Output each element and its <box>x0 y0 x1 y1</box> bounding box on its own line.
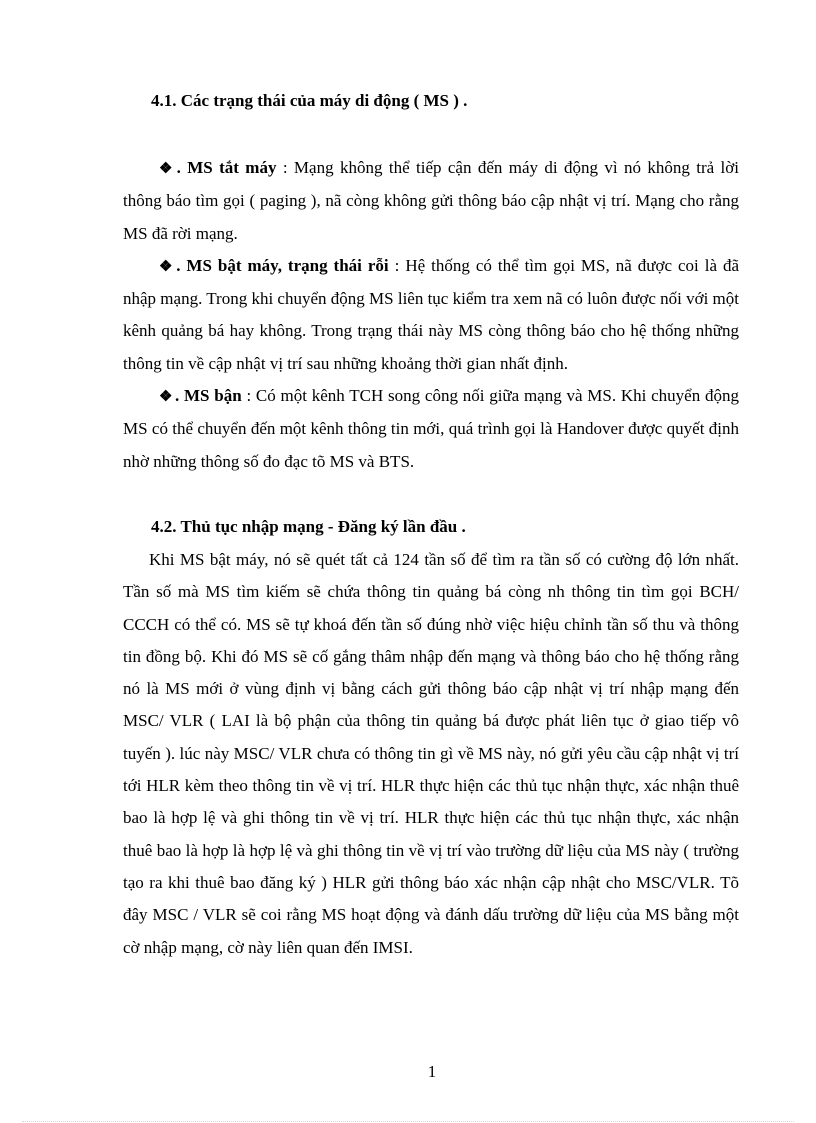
spacer <box>123 112 739 152</box>
bullet-text: : Có một kênh TCH song công nối giữa mạng và MS. Khi chuyển động MS có thể chuyển đến một kênh thông tin mới, quá trình gọi là Handover được quyết định nhờ những thông số đo đạc tõ MS và BTS. <box>123 386 739 471</box>
bullet-title: . MS tắt máy <box>176 158 277 177</box>
bullet-title: . MS bật máy, trạng thái rỗi <box>176 255 389 275</box>
diamond-bullet-icon: ❖ <box>159 389 173 406</box>
bullet-text: : Mạng không thể tiếp cận đến máy di động vì nó không trả lời thông báo tìm gọi ( paging ), nã còng không gửi thông báo cập nhật vị trí. Mạng cho rằng MS đã rời mạng. <box>123 158 739 243</box>
section-heading-4-1: 4.1. Các trạng thái của máy di động ( MS ) . <box>151 91 468 110</box>
page-number: 1 <box>427 1062 437 1081</box>
diamond-bullet-icon: ❖ <box>159 258 175 275</box>
section-paragraph: Khi MS bật máy, nó sẽ quét tất cả 124 tần số để tìm ra tần số có cường độ lớn nhất. Tần số mà MS tìm kiếm sẽ chứa thông tin quảng bá còng nh thông tin tìm gọi BCH/ CCCH có thể có. MS sẽ tự khoá đến tần số đúng nhờ việc hiệu chỉnh tần số thu và thông tin đồng bộ. Khi đó MS sẽ cố gắng thâm nhập đến mạng và thông báo cho hệ thống rằng nó là MS mới ở vùng định vị bằng cách gửi thông báo cập nhật vị trí nhập mạng đến MSC/ VLR ( LAI là bộ phận của thông tin quảng bá được phát liên tục ở giao tiếp vô tuyến ). lúc này MSC/ VLR chưa có thông tin gì về MS này, nó gửi yêu cầu cập nhật vị trí tới HLR kèm theo thông tin về vị trí. HLR thực hiện các thủ tục nhận thực, xác nhận thuê bao là hợp lệ và ghi thông tin về vị trí. HLR thực hiện các thủ tục nhận thực, xác nhận thuê bao là hợp là hợp lệ và ghi thông tin về vị trí vào trường dữ liệu của MS này ( trường tạo ra khi thuê bao đăng ký ) HLR gửi thông báo xác nhận cập nhật cho MSC/VLR. Tõ đây MSC / VLR sẽ coi rằng MS hoạt động và đánh dấu trường dữ liệu của MS bằng một cờ nhập mạng, cờ này liên quan đến IMSI. <box>123 549 739 957</box>
page-content <box>123 90 739 964</box>
diamond-bullet-icon: ❖ <box>159 161 175 177</box>
bullet-text: : Hệ thống có thể tìm gọi MS, nã được coi là đã nhập mạng. Trong khi chuyển động MS liên tục kiểm tra xem nã có luôn được nối với một kênh quảng bá hay không. Trong trạng thái này MS còng thông báo cho hệ thống những thông tin về cập nhật vị trí sau những khoảng thời gian nhất định. <box>123 255 740 373</box>
section-heading-4-2: 4.2. Thủ tục nhập mạng - Đăng ký lần đầu . <box>151 516 466 536</box>
bullet-ms-idle <box>123 250 739 380</box>
spacer <box>123 478 739 516</box>
bullet-ms-busy <box>123 380 739 478</box>
bullet-ms-off <box>123 152 739 250</box>
page-footer-divider <box>22 1121 794 1122</box>
bullet-title: . MS bận <box>174 386 242 406</box>
